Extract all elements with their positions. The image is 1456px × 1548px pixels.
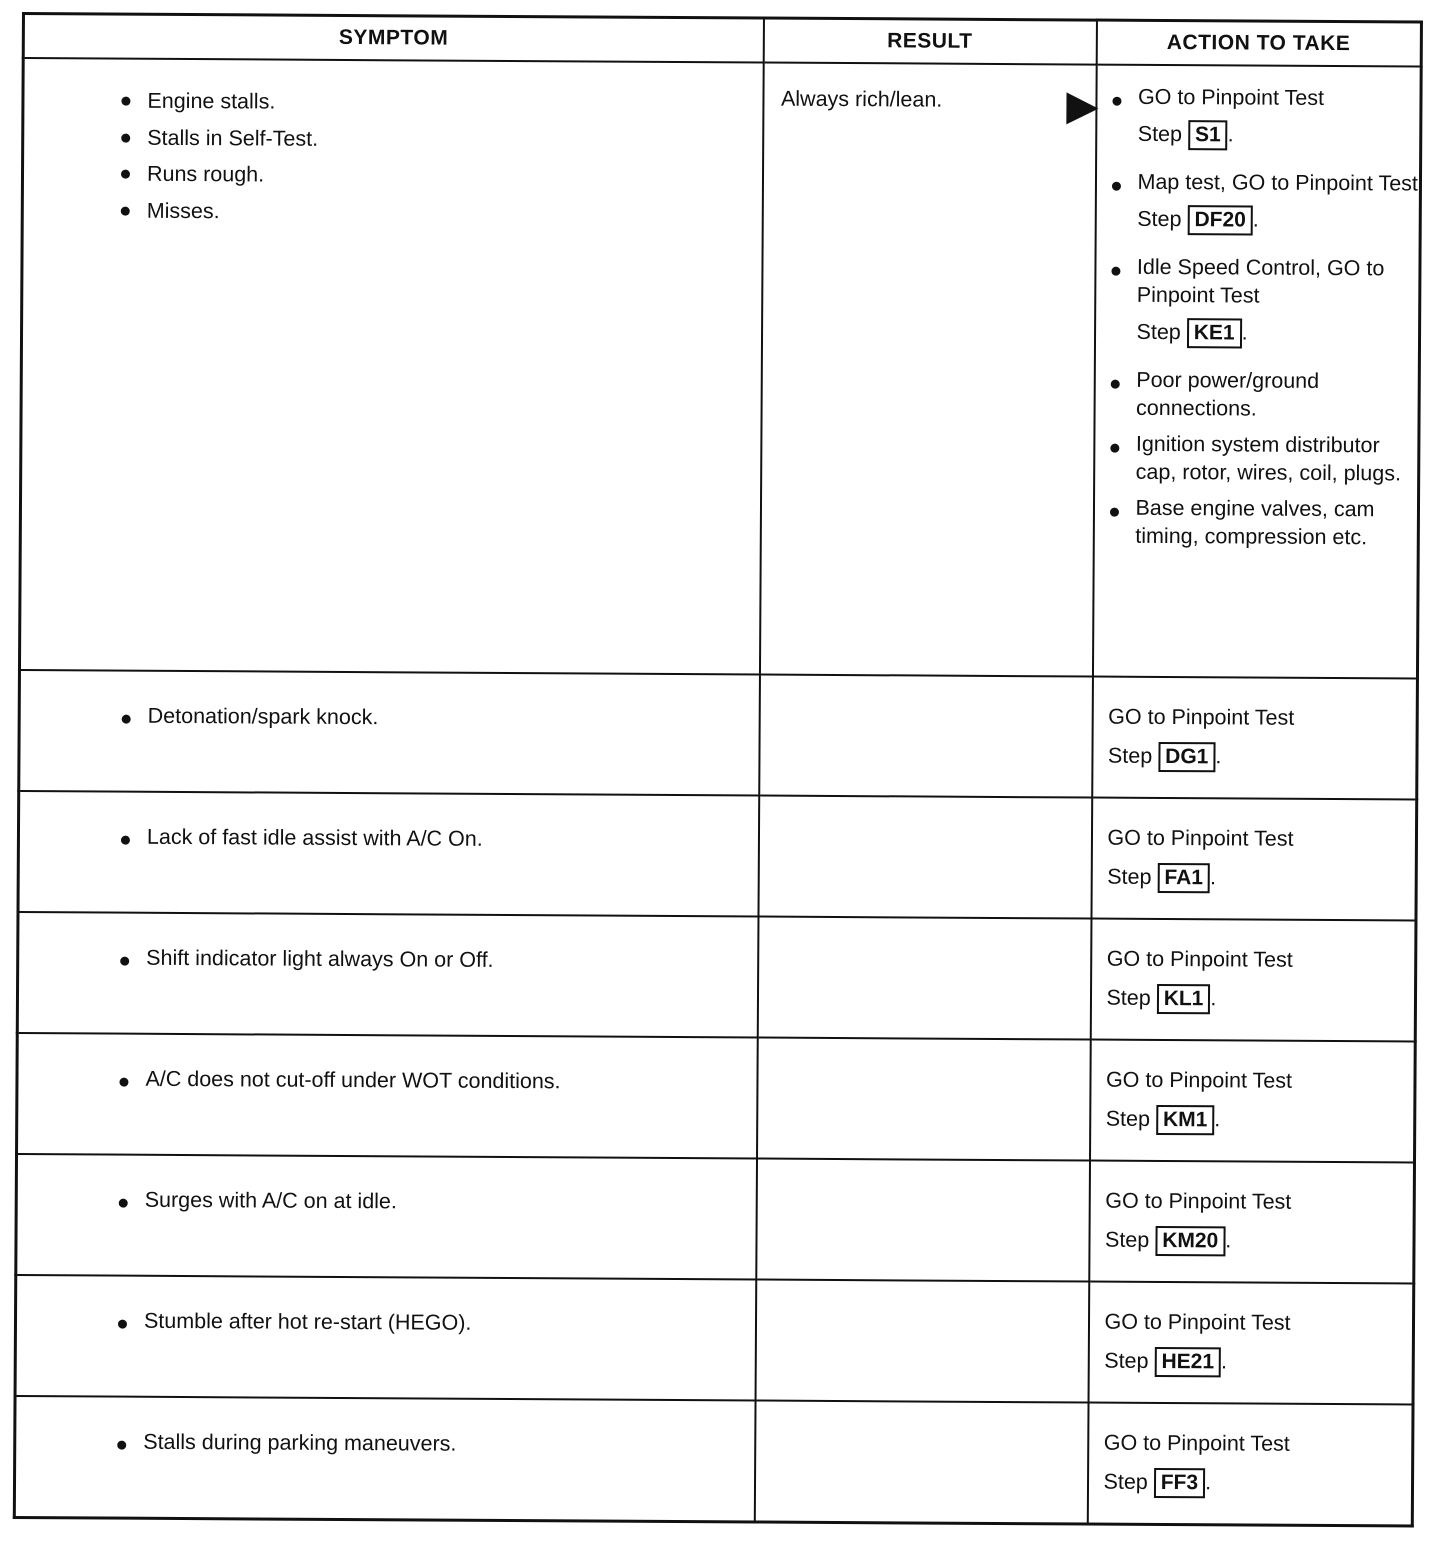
action-cell [1087,1403,1413,1526]
symptom-cell [18,791,759,917]
table-row [14,1396,1413,1526]
action-list [1109,83,1418,552]
result-cell [757,917,1091,1040]
result-text: Always rich/lean. [780,86,943,112]
step-suffix: . [1205,1470,1212,1495]
list-item: Base engine valves, cam timing, compression etc. [1109,494,1416,552]
step-label: Step [1107,743,1153,768]
step-suffix: . [1209,865,1217,890]
table-row [17,912,1416,1042]
step-code-box: KM1 [1156,1105,1215,1135]
action-text: GO to Pinpoint Test [1105,1067,1293,1093]
symptom-text: Stumble after hot re-start (HEGO). [118,1306,754,1340]
action-cell [1092,65,1421,679]
symptom-text: Lack of fast idle assist with A/C On. [121,822,757,856]
step-suffix: . [1225,1228,1232,1253]
step-code-box: KM20 [1155,1226,1225,1256]
list-item [1110,253,1417,351]
step-suffix: . [1220,1349,1228,1374]
step-code-box: S1 [1188,120,1228,150]
step-label: Step [1104,1227,1150,1252]
symptom-list [121,83,761,233]
action-cell [1090,919,1416,1042]
symptom-cell [16,1154,757,1280]
step-code-box: DG1 [1158,742,1215,772]
action-text: GO to Pinpoint Test [1104,1309,1291,1335]
symptom-cell [17,1033,758,1159]
step-code-box: KL1 [1157,984,1211,1014]
action-text: GO to Pinpoint Test [1107,825,1294,851]
symptom-text: A/C does not cut-off under WOT conditions. [119,1064,755,1098]
arrow-right-icon [1066,92,1098,124]
step-suffix: . [1241,320,1248,345]
diagnostic-table-sheet [13,12,1420,1541]
step-suffix: . [1215,744,1222,769]
result-cell [758,796,1092,919]
result-cell [754,1401,1088,1525]
symptom-cell [19,670,760,796]
action-text: GO to Pinpoint Test [1108,704,1295,730]
step-label: Step [1136,319,1181,345]
step-suffix: . [1210,986,1217,1011]
list-item [1111,168,1418,238]
step-code-box: FF3 [1154,1468,1206,1498]
step-label: Step [1105,1106,1151,1131]
step-suffix: . [1252,207,1259,232]
list-item [1112,83,1419,153]
result-cell [755,1280,1089,1403]
step-code-box: HE21 [1154,1347,1221,1377]
symptom-cell [17,912,758,1038]
symptom-header: SYMPTOM [23,14,763,63]
symptom-table [13,12,1423,1528]
step-code-box: FA1 [1157,863,1210,893]
step-suffix: . [1214,1107,1221,1132]
action-text: Map test, GO to Pinpoint Test [1137,169,1418,196]
action-cell [1089,1161,1415,1284]
action-header: ACTION TO TAKE [1096,20,1421,66]
table-row [18,791,1417,921]
step-code-box: KE1 [1187,318,1242,348]
table-row [17,1033,1416,1163]
symptom-text: Surges with A/C on at idle. [119,1185,755,1219]
step-label: Step [1104,1348,1149,1373]
symptom-cell [14,1396,755,1522]
symptom-text: Detonation/spark knock. [122,701,758,735]
symptom-text: Stalls during parking maneuvers. [117,1427,753,1461]
list-item: Runs rough. [121,156,761,196]
table-row [16,1154,1415,1284]
list-item: Poor power/ground connections. [1110,366,1417,424]
action-text: GO to Pinpoint Test [1105,1188,1292,1214]
step-suffix: . [1227,122,1234,147]
result-header: RESULT [763,18,1096,65]
action-cell [1090,1040,1416,1163]
list-item: Misses. [121,192,761,232]
action-text: Idle Speed Control, GO to Pinpoint Test [1136,254,1385,308]
step-code-box: DF20 [1187,205,1253,235]
result-cell [759,63,1096,677]
step-label: Step [1106,985,1151,1010]
list-item: Stalls in Self-Test. [121,119,761,159]
action-text: GO to Pinpoint Test [1103,1430,1290,1456]
action-text: GO to Pinpoint Test [1137,84,1325,110]
step-label: Step [1103,1469,1148,1494]
symptom-cell [15,1275,756,1401]
result-cell [757,1038,1091,1161]
table-row [15,1275,1414,1405]
action-text: GO to Pinpoint Test [1106,946,1293,972]
result-cell [756,1159,1090,1282]
table-row [19,670,1418,800]
action-cell [1092,677,1418,800]
step-label: Step [1137,206,1182,232]
list-item: Ignition system distributor cap, rotor, wires, coil, plugs. [1110,430,1417,488]
table-row [19,58,1421,679]
action-cell [1091,798,1417,921]
action-cell [1088,1282,1414,1405]
symptom-text: Shift indicator light always On or Off. [120,943,756,977]
step-label: Step [1107,864,1152,889]
step-label: Step [1137,121,1183,147]
symptom-cell [19,58,763,675]
list-item: Engine stalls. [121,83,761,123]
